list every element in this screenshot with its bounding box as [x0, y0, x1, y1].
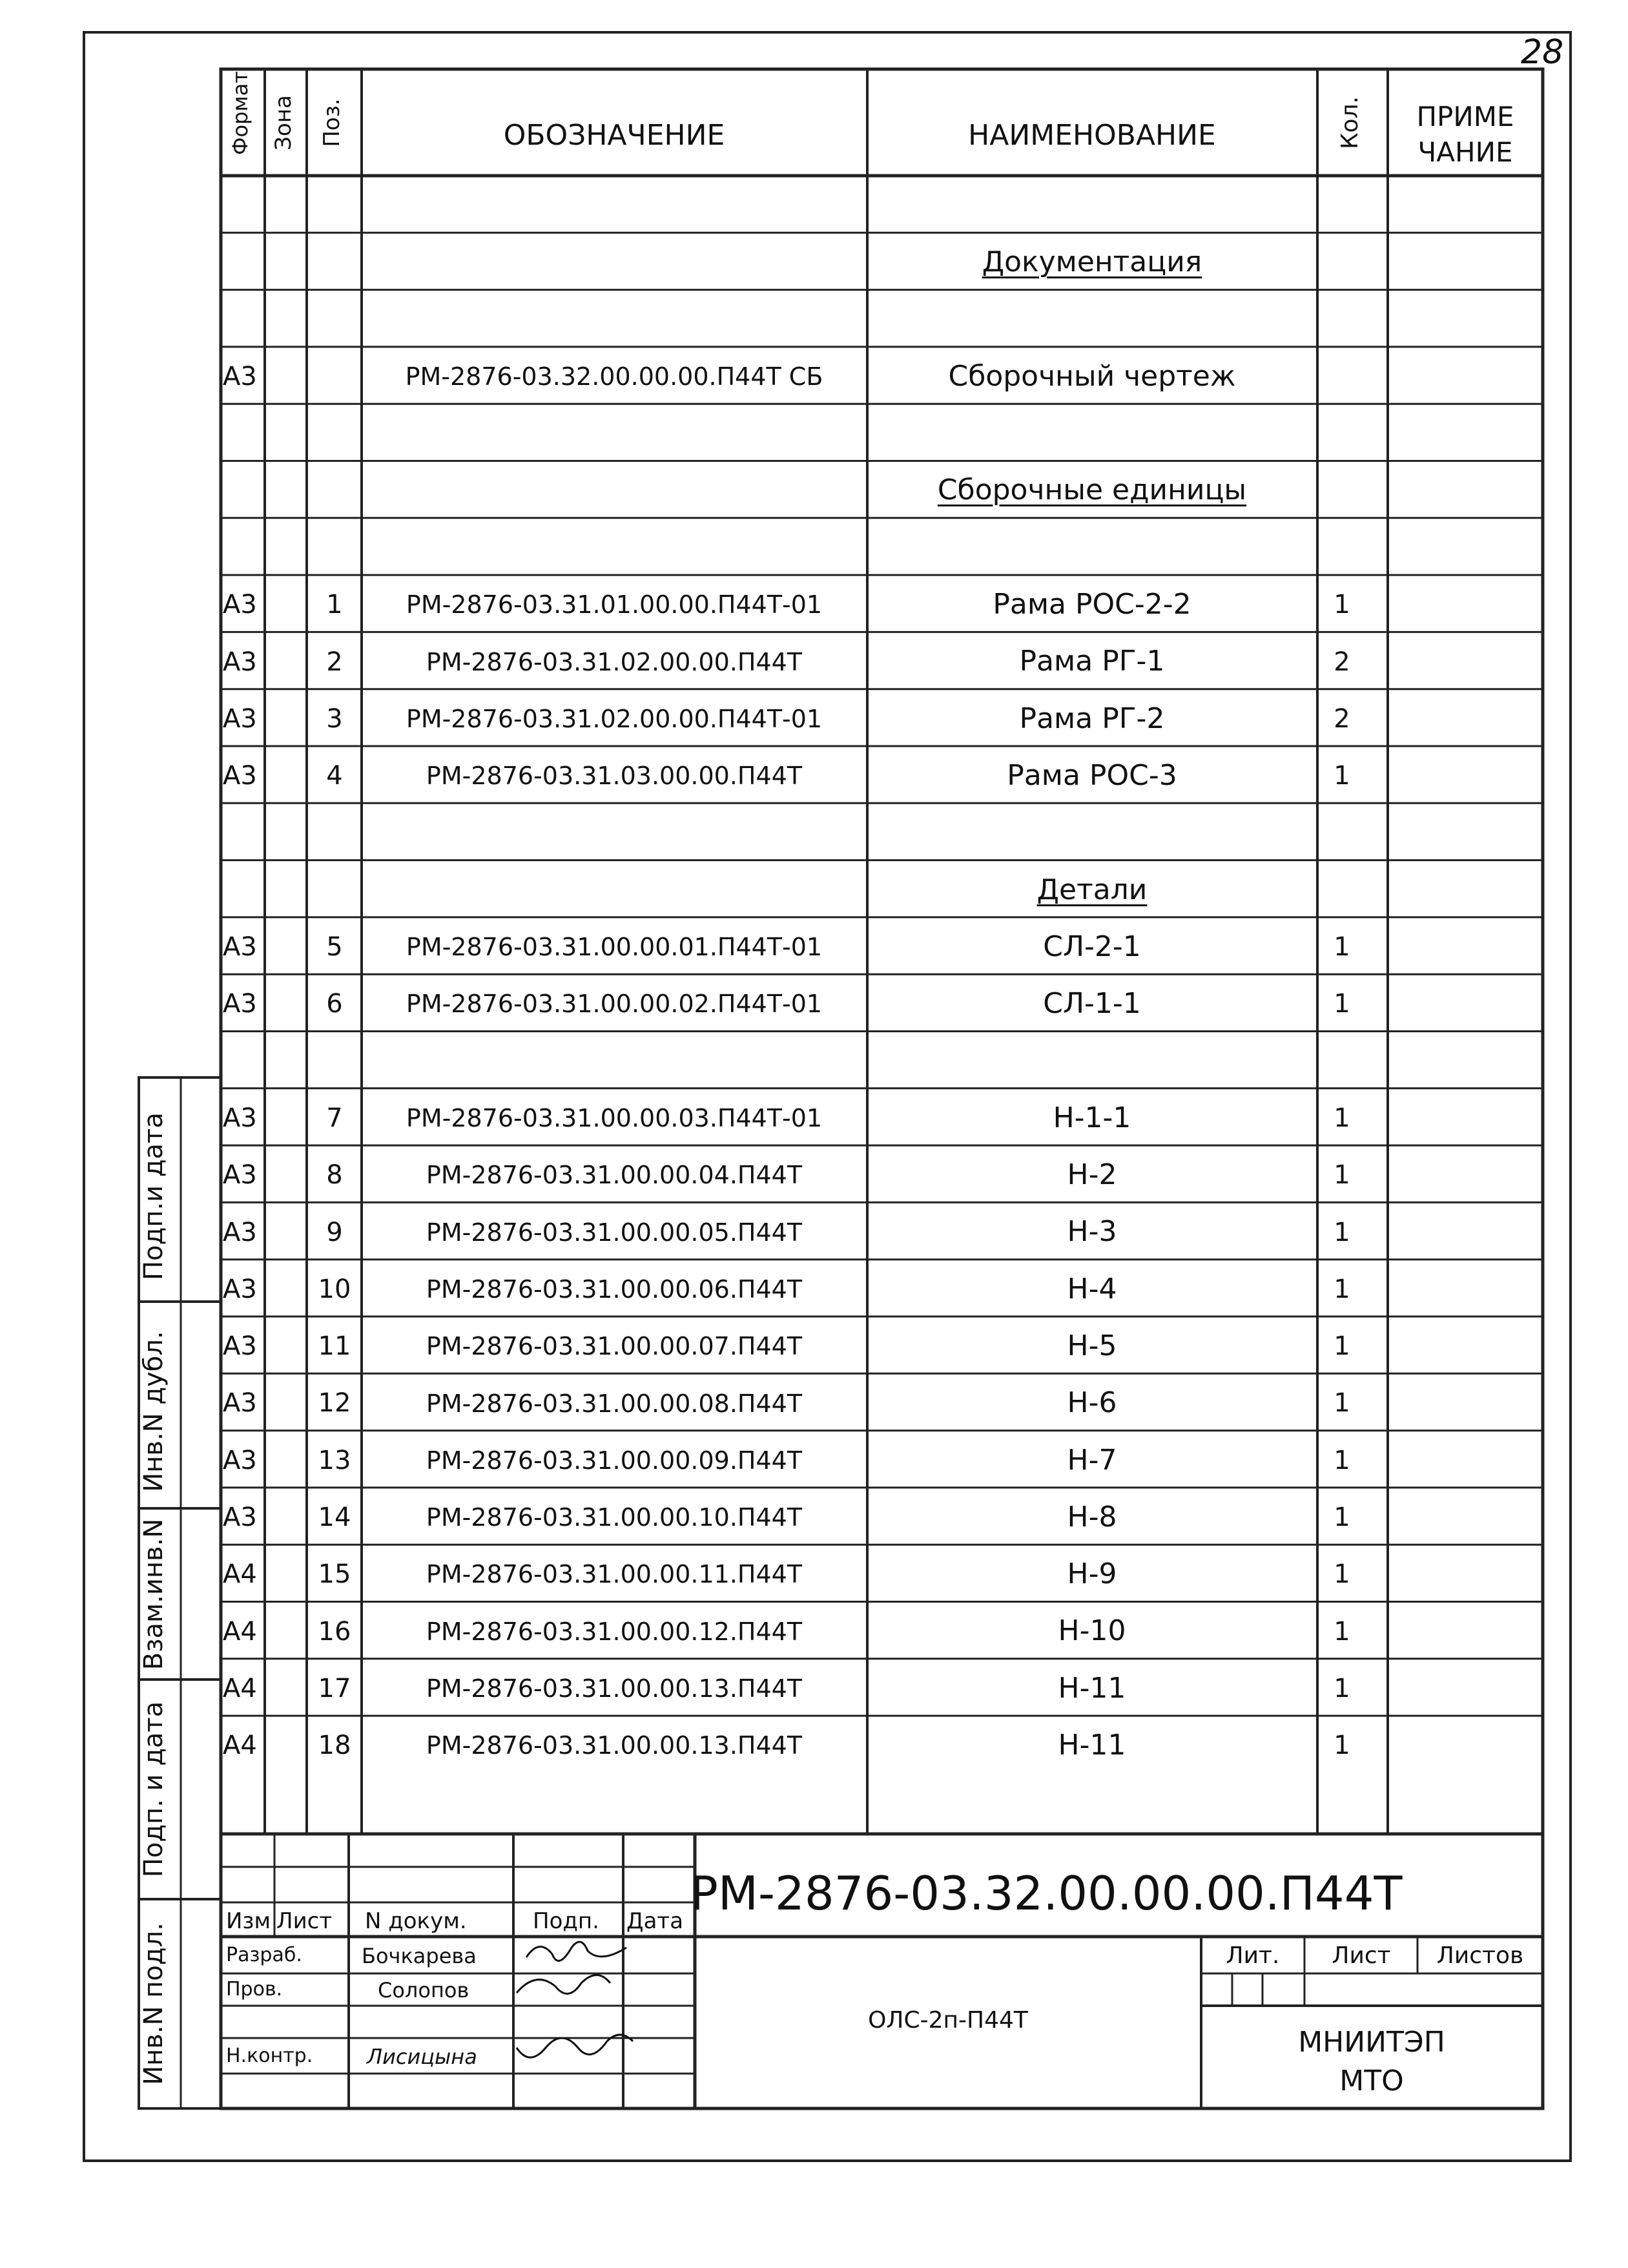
- cell-name: Рама РГ-1: [1019, 645, 1165, 678]
- cell-qty: 1: [1334, 1503, 1350, 1533]
- cell-designation: РМ-2876-03.31.00.00.13.П44Т: [426, 1674, 803, 1703]
- cell-designation: РМ-2876-03.31.02.00.00.П44Т: [426, 647, 803, 676]
- cell-name: Н-11: [1058, 1671, 1126, 1705]
- sheets-label: Листов: [1436, 1942, 1524, 1969]
- cell-qty: 1: [1334, 989, 1350, 1019]
- cell-qty: 1: [1334, 1445, 1350, 1475]
- cell-name: Н-6: [1067, 1386, 1117, 1420]
- section-heading: Документация: [982, 245, 1202, 279]
- cell-name: Н-10: [1058, 1614, 1126, 1648]
- cell-designation: РМ-2876-03.32.00.00.00.П44Т СБ: [405, 362, 823, 391]
- cell-name: Н-7: [1067, 1443, 1117, 1477]
- cell-designation: РМ-2876-03.31.00.00.07.П44Т: [426, 1332, 803, 1361]
- cell-qty: 1: [1334, 1274, 1350, 1304]
- header-format: Формат: [228, 71, 252, 155]
- cell-format: А3: [223, 590, 257, 620]
- cell-format: А3: [223, 703, 257, 734]
- cell-name: СЛ-1-1: [1043, 987, 1141, 1021]
- col-sign: Подп.: [533, 1908, 599, 1934]
- org-line2: МТО: [1339, 2065, 1404, 2097]
- header-name: НАИМЕНОВАНИЕ: [968, 119, 1216, 152]
- cell-designation: РМ-2876-03.31.00.00.06.П44Т: [426, 1274, 803, 1304]
- cell-name: Рама РОС-3: [1007, 758, 1177, 792]
- signatures: [517, 1942, 633, 2057]
- cell-name: СЛ-2-1: [1043, 930, 1141, 963]
- cell-qty: 2: [1334, 647, 1350, 677]
- cell-format: А4: [223, 1559, 257, 1590]
- cell-name: Рама РГ-2: [1019, 702, 1165, 735]
- cell-designation: РМ-2876-03.31.00.00.10.П44Т: [426, 1503, 803, 1532]
- cell-designation: РМ-2876-03.31.00.00.01.П44Т-01: [406, 933, 823, 962]
- cell-format: А4: [223, 1616, 257, 1647]
- col-list: Лист: [276, 1908, 333, 1934]
- cell-format: А3: [223, 1103, 257, 1133]
- col-izm: Изм: [226, 1908, 271, 1934]
- cell-designation: РМ-2876-03.31.02.00.00.П44Т-01: [406, 704, 823, 733]
- cell-qty: 1: [1334, 1731, 1350, 1761]
- cell-pos: 9: [326, 1217, 343, 1247]
- header-note-line2: ЧАНИЕ: [1417, 136, 1513, 168]
- name-dev: Бочкарева: [362, 1944, 477, 1968]
- cell-pos: 7: [326, 1103, 343, 1133]
- header-note-line1: ПРИМЕ: [1416, 101, 1514, 132]
- stamp-sign-and-date: Подп. и дата: [139, 1701, 169, 1878]
- cell-format: А3: [223, 647, 257, 677]
- cell-qty: 1: [1334, 1331, 1350, 1362]
- cell-pos: 14: [318, 1503, 351, 1533]
- cell-format: А3: [223, 1445, 257, 1475]
- cell-qty: 2: [1334, 703, 1350, 734]
- cell-format: А3: [223, 932, 257, 962]
- cell-designation: РМ-2876-03.31.00.00.03.П44Т-01: [406, 1104, 823, 1133]
- cell-format: А3: [223, 1217, 257, 1247]
- cell-format: А3: [223, 362, 257, 392]
- cell-pos: 8: [326, 1160, 343, 1191]
- cell-pos: 3: [326, 703, 343, 734]
- col-date: Дата: [626, 1908, 684, 1934]
- cell-qty: 1: [1334, 1616, 1350, 1647]
- cell-pos: 10: [318, 1274, 351, 1304]
- role-norm: Н.контр.: [226, 2044, 313, 2067]
- product-name: ОЛС-2п-П44Т: [868, 2007, 1028, 2034]
- cell-designation: РМ-2876-03.31.00.00.12.П44Т: [426, 1617, 803, 1646]
- cell-designation: РМ-2876-03.31.03.00.00.П44Т: [426, 762, 803, 791]
- cell-designation: РМ-2876-03.31.01.00.00.П44Т-01: [406, 590, 823, 619]
- cell-pos: 16: [318, 1616, 351, 1647]
- name-norm: Лисицына: [367, 2044, 477, 2069]
- cell-pos: 18: [318, 1731, 351, 1761]
- stamp-sign-date: Подп.и дата: [139, 1112, 169, 1280]
- cell-pos: 5: [326, 932, 343, 962]
- cell-format: А4: [223, 1673, 257, 1703]
- stamp-inv-dup: Инв.N дубл.: [139, 1331, 169, 1492]
- cell-qty: 1: [1334, 1388, 1350, 1419]
- cell-name: Н-2: [1067, 1158, 1117, 1192]
- cell-format: А3: [223, 1388, 257, 1419]
- doc-code: РМ-2876-03.32.00.00.00.П44Т: [690, 1866, 1403, 1920]
- cell-pos: 13: [318, 1445, 351, 1475]
- cell-qty: 1: [1334, 1217, 1350, 1247]
- cell-pos: 11: [318, 1331, 351, 1362]
- col-ndoc: N докум.: [365, 1908, 467, 1934]
- cell-name: Н-3: [1067, 1215, 1117, 1249]
- cell-qty: 1: [1334, 590, 1350, 620]
- cell-qty: 1: [1334, 1673, 1350, 1703]
- header-qty: Кол.: [1337, 96, 1363, 150]
- header-pos: Поз.: [319, 98, 345, 147]
- cell-designation: РМ-2876-03.31.00.00.04.П44Т: [426, 1161, 803, 1190]
- stamp-inv-orig: Инв.N подл.: [139, 1922, 169, 2085]
- cell-name: Н-11: [1058, 1729, 1126, 1762]
- cell-qty: 1: [1334, 932, 1350, 962]
- cell-qty: 1: [1334, 761, 1350, 791]
- section-heading: Сборочные единицы: [937, 473, 1247, 507]
- cell-pos: 4: [326, 761, 343, 791]
- cell-name: Н-8: [1067, 1500, 1117, 1534]
- header-zone: Зона: [271, 95, 296, 151]
- cell-pos: 2: [326, 647, 343, 677]
- cell-pos: 17: [318, 1673, 351, 1703]
- cell-name: Н-9: [1067, 1557, 1117, 1591]
- cell-name: Сборочный чертеж: [948, 359, 1236, 393]
- cell-format: А3: [223, 1274, 257, 1304]
- role-dev: Разраб.: [226, 1944, 302, 1966]
- cell-designation: РМ-2876-03.31.00.00.05.П44Т: [426, 1218, 803, 1247]
- stamp-replace-inv: Взам.инв.N: [139, 1518, 169, 1670]
- cell-qty: 1: [1334, 1559, 1350, 1590]
- cell-name: Рама РОС-2-2: [993, 588, 1191, 621]
- cell-format: А3: [223, 761, 257, 791]
- sheet-label: Лист: [1332, 1942, 1391, 1969]
- section-heading: Детали: [1036, 873, 1148, 906]
- cell-qty: 1: [1334, 1160, 1350, 1191]
- cell-qty: 1: [1334, 1103, 1350, 1133]
- cell-designation: РМ-2876-03.31.00.00.02.П44Т-01: [406, 990, 823, 1019]
- cell-pos: 15: [318, 1559, 351, 1590]
- cell-name: Н-5: [1067, 1329, 1117, 1362]
- cell-name: Н-1-1: [1053, 1101, 1131, 1134]
- cell-name: Н-4: [1067, 1272, 1117, 1306]
- cell-format: А4: [223, 1731, 257, 1761]
- cell-designation: РМ-2876-03.31.00.00.09.П44Т: [426, 1446, 803, 1475]
- cell-pos: 1: [326, 590, 343, 620]
- cell-pos: 12: [318, 1388, 351, 1419]
- cell-format: А3: [223, 1160, 257, 1191]
- lit-label: Лит.: [1226, 1942, 1280, 1969]
- cell-designation: РМ-2876-03.31.00.00.13.П44Т: [426, 1731, 803, 1760]
- cell-format: А3: [223, 1331, 257, 1362]
- page-number: 28: [1521, 33, 1564, 72]
- role-check: Пров.: [226, 1978, 283, 2001]
- cell-format: А3: [223, 989, 257, 1019]
- header-designation: ОБОЗНАЧЕНИЕ: [503, 119, 725, 152]
- cell-designation: РМ-2876-03.31.00.00.11.П44Т: [426, 1560, 803, 1589]
- cell-pos: 6: [326, 989, 343, 1019]
- cell-designation: РМ-2876-03.31.00.00.08.П44Т: [426, 1389, 803, 1418]
- cell-format: А3: [223, 1503, 257, 1533]
- org-line1: МНИИТЭП: [1298, 2026, 1445, 2059]
- name-check: Солопов: [378, 1978, 469, 2003]
